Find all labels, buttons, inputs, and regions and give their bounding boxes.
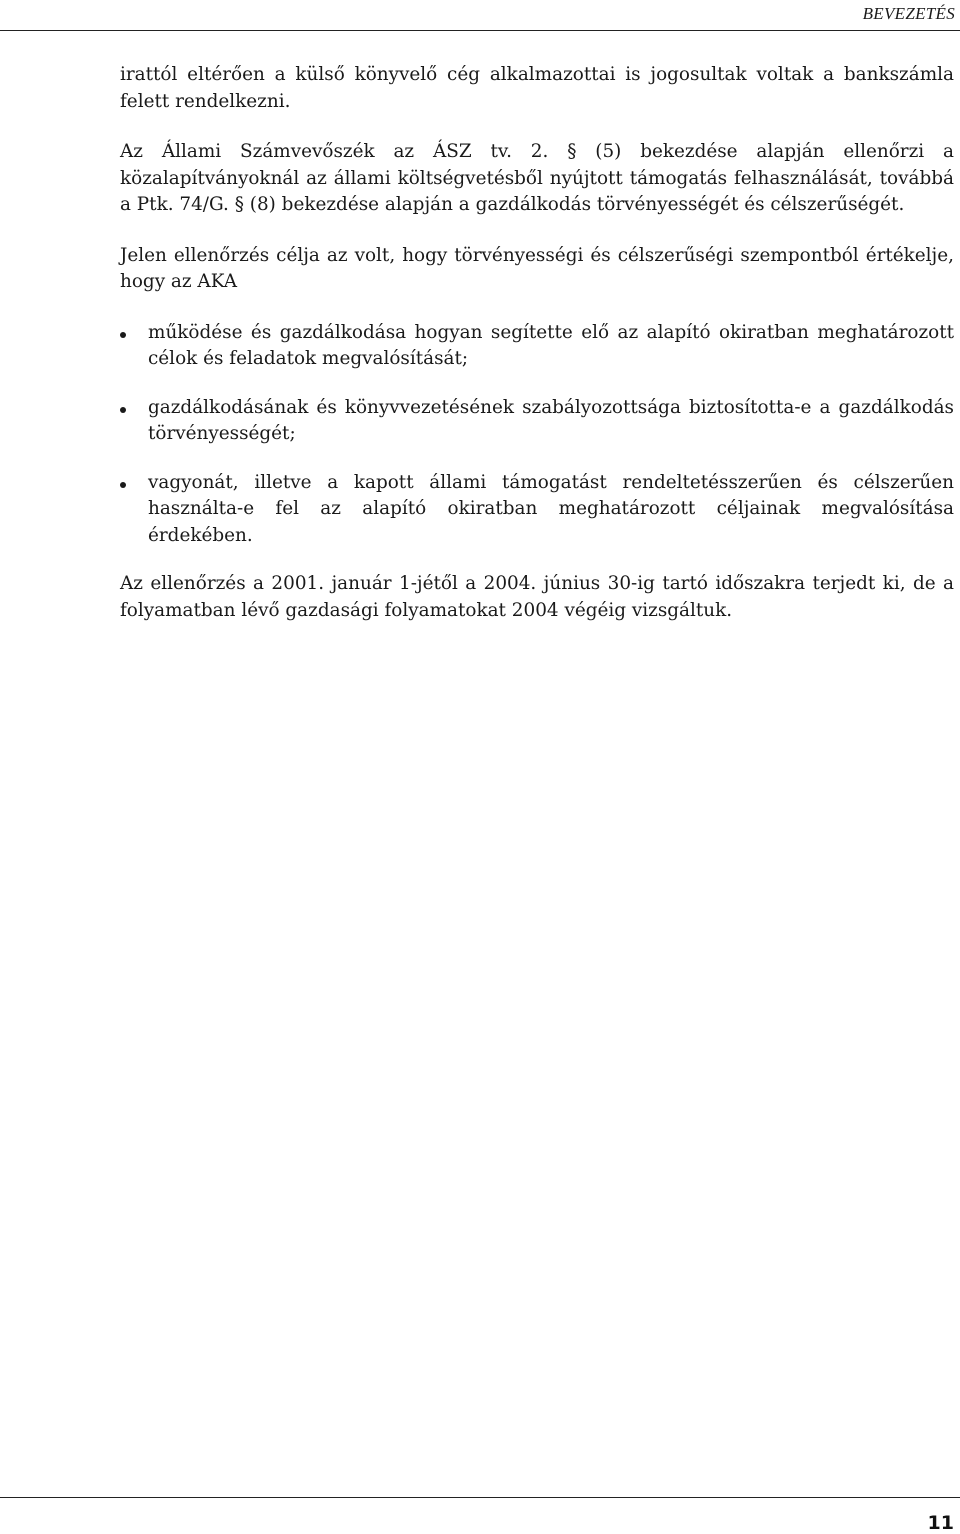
footer-divider bbox=[0, 1497, 960, 1498]
bullet-icon bbox=[120, 407, 126, 413]
list-item-text: működése és gazdálkodása hogyan segítette elő az alapító okiratban meghatározott célok és feladatok megvalósítását; bbox=[148, 321, 954, 369]
list-item bbox=[120, 470, 954, 550]
bullet-icon bbox=[120, 482, 126, 488]
bullet-icon bbox=[120, 332, 126, 338]
page-body bbox=[120, 62, 954, 648]
audit-objectives-list bbox=[120, 320, 954, 550]
page-number: 11 bbox=[927, 1512, 954, 1534]
paragraph-audit-purpose: Jelen ellenőrzés célja az volt, hogy törvényességi és célszerűségi szempontból értékelje, hogy az AKA bbox=[120, 244, 954, 292]
paragraph-asz-mandate: Az Állami Számvevőszék az ÁSZ tv. 2. § (5) bekezdése alapján ellenőrzi a közalapítványoknál az állami költségvetésből nyújtott támogatás felhasználását, továbbá a Ptk. 74/G. § (8) bekezdése alapján a gazdálkodás törvényességét és célszerűségét. bbox=[120, 141, 954, 215]
paragraph-audit-period: Az ellenőrzés a 2001. január 1-jétől a 2004. június 30-ig tartó időszakra terjedt ki, de a folyamatban lévő gazdasági folyamatokat 2004 végéig vizsgáltuk. bbox=[120, 573, 954, 621]
list-item-text: vagyonát, illetve a kapott állami támogatást rendeltetésszerűen és célszerűen használta-e fel az alapító okiratban meghatározott céljainak megvalósítása érdekében. bbox=[148, 471, 954, 546]
list-item-text: gazdálkodásának és könyvvezetésének szabályozottsága biztosította-e a gazdálkodás törvényességét; bbox=[148, 396, 954, 444]
paragraph-bank-account: irattól eltérően a külső könyvelő cég alkalmazottai is jogosultak voltak a bankszámla felett rendelkezni. bbox=[120, 64, 954, 112]
running-header-section-title: BEVEZETÉS bbox=[862, 4, 955, 23]
header-divider bbox=[0, 30, 960, 31]
list-item bbox=[120, 320, 954, 373]
list-item bbox=[120, 395, 954, 448]
